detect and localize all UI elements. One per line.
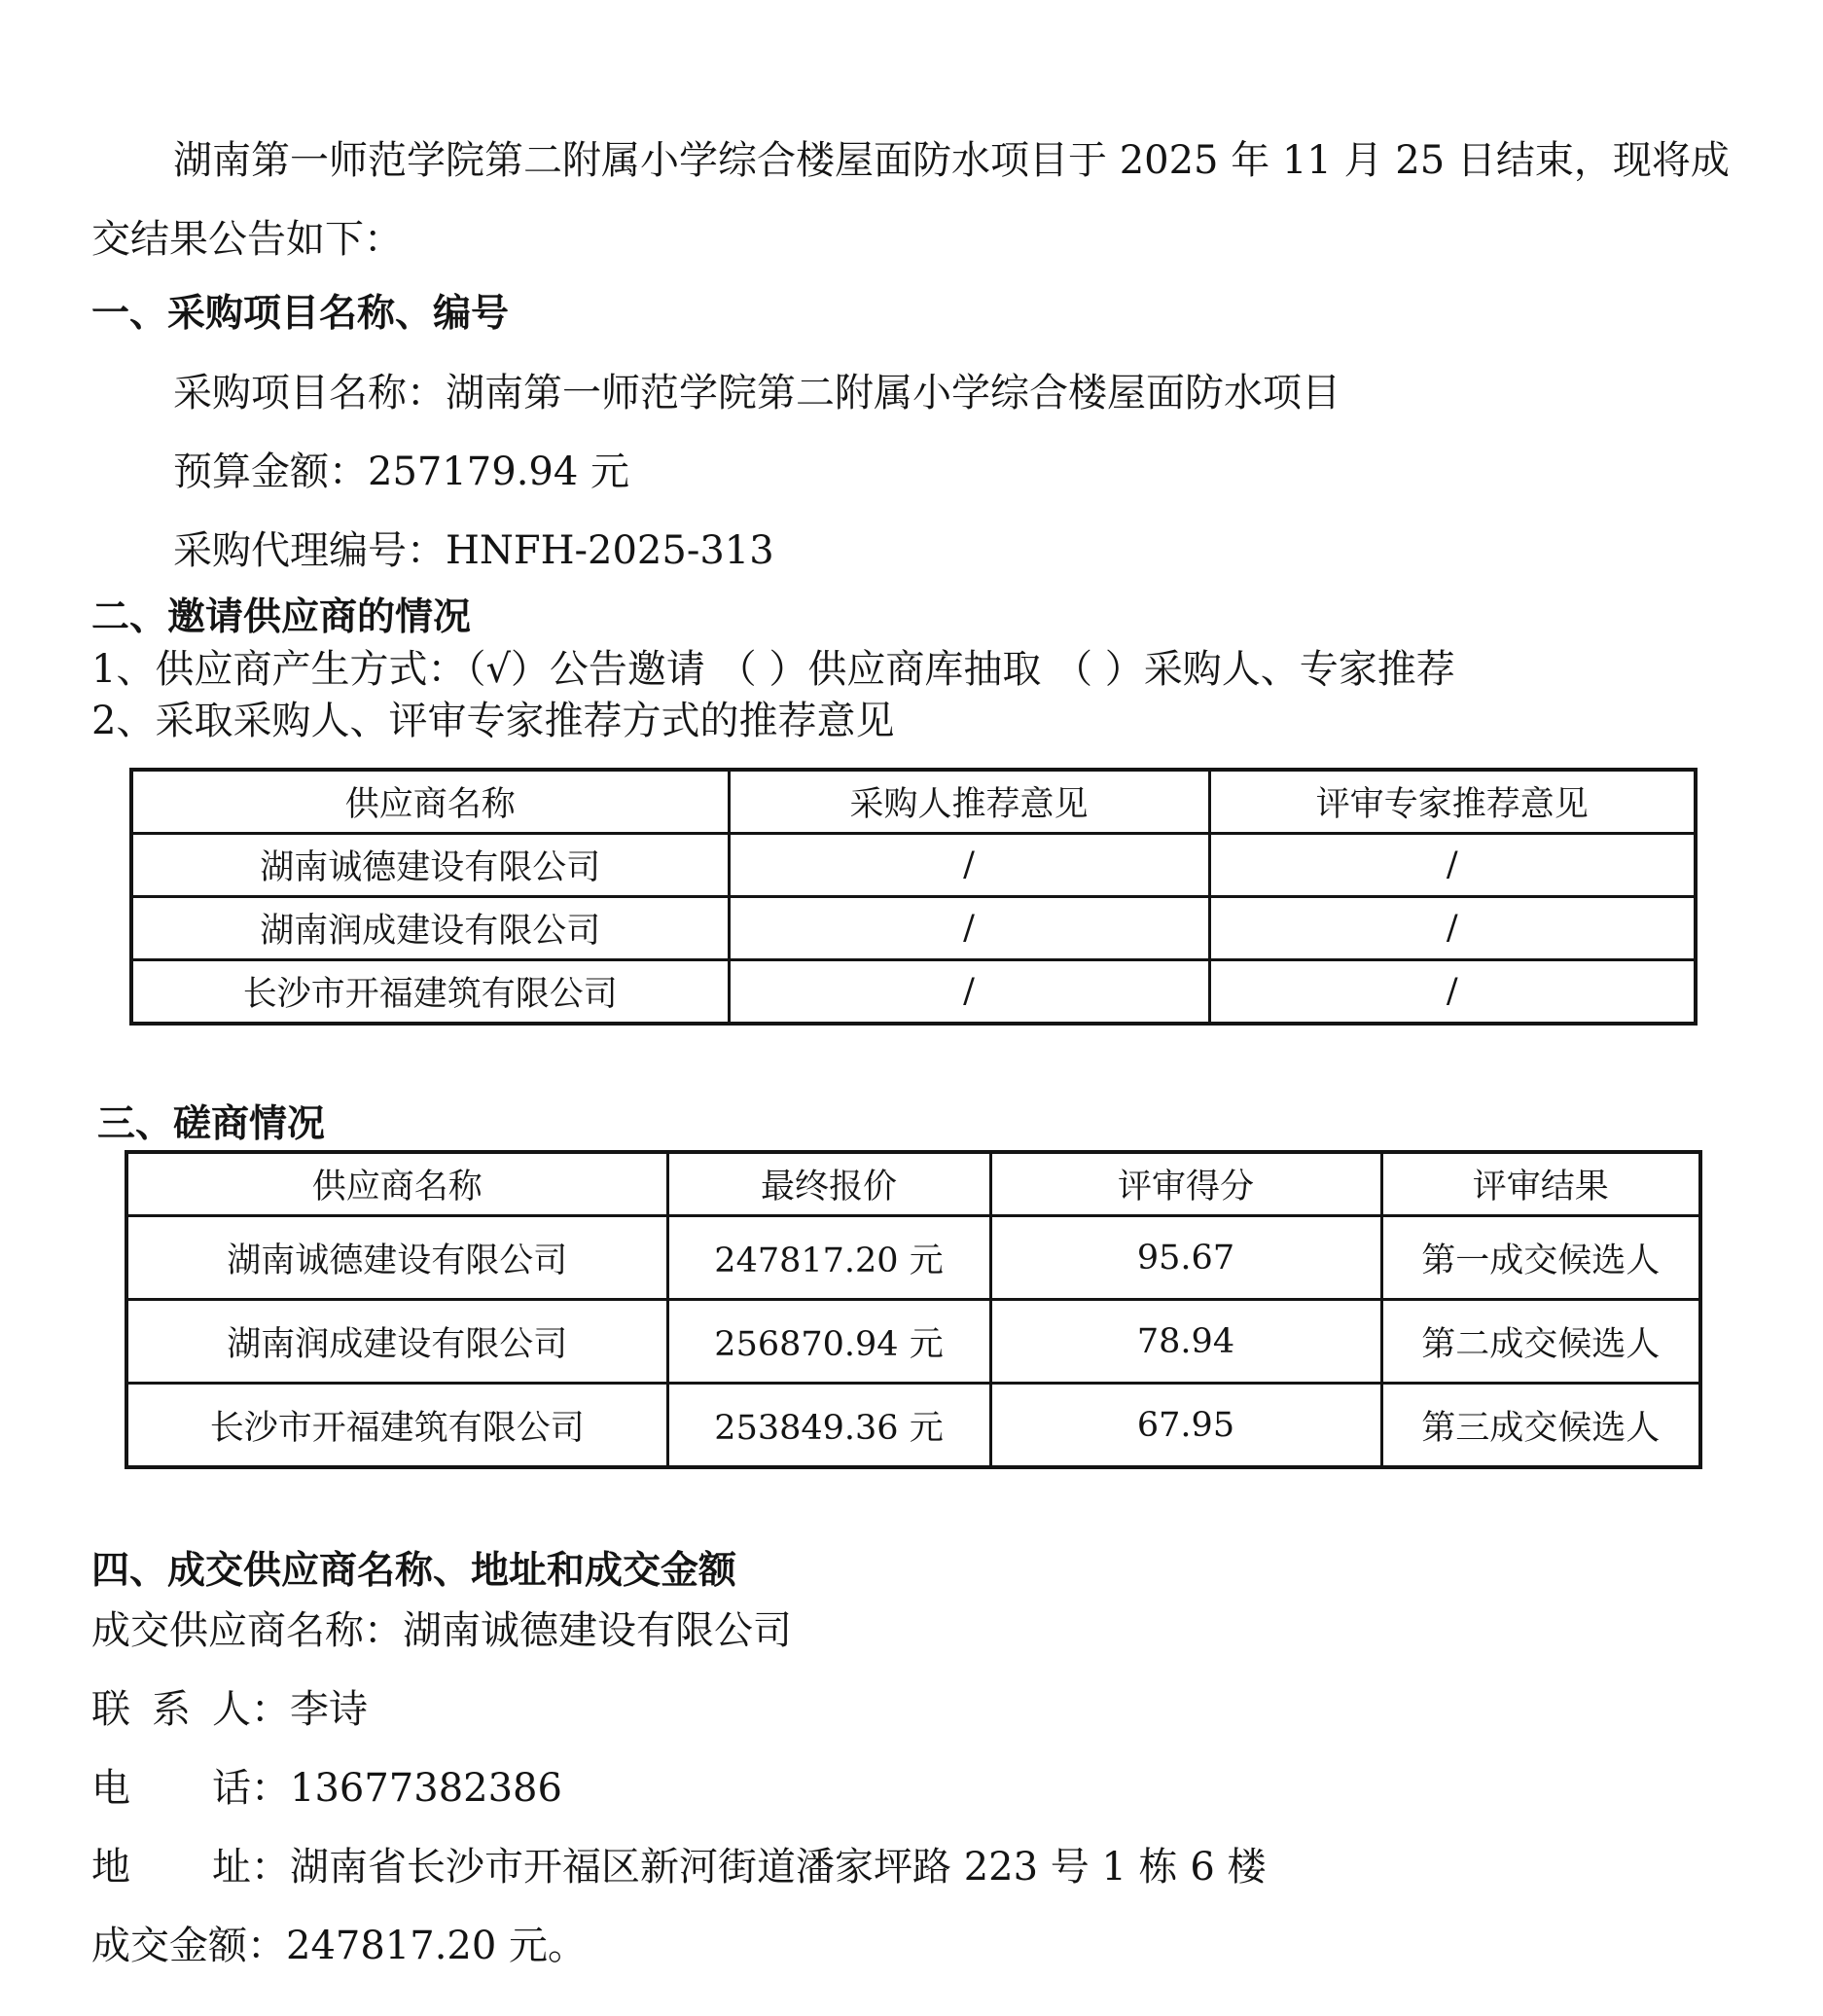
table-row (131, 960, 1696, 1025)
header-result: 评审结果 (1381, 1152, 1700, 1216)
phone-label-char: 电 (91, 1766, 130, 1811)
cell-expert-opinion: / (1209, 960, 1696, 1025)
deal-amount: 成交金额：247817.20 元。 (91, 1924, 588, 1968)
contact-label-char: 系 (152, 1687, 191, 1732)
address (91, 1842, 1267, 1892)
negotiation-table (125, 1150, 1702, 1469)
cell-score: 67.95 (990, 1384, 1381, 1468)
address-label-char: 地 (91, 1845, 130, 1890)
address-label-char: 址 (212, 1845, 251, 1890)
phone-value: ：13677382386 (251, 1766, 562, 1811)
cell-quote: 253849.36 元 (667, 1384, 990, 1468)
cell-score: 78.94 (990, 1300, 1381, 1384)
header-supplier-name: 供应商名称 (126, 1152, 667, 1216)
table-header-row (126, 1152, 1700, 1216)
header-expert-opinion: 评审专家推荐意见 (1209, 770, 1696, 834)
table-row (126, 1300, 1700, 1384)
contact-label-char: 联 (91, 1687, 130, 1732)
supplier-method: 1、供应商产生方式：（√）公告邀请 （ ）供应商库抽取 （ ）采购人、专家推荐 (91, 647, 1455, 692)
cell-supplier: 湖南诚德建设有限公司 (126, 1216, 667, 1300)
header-score: 评审得分 (990, 1152, 1381, 1216)
section-3-heading: 三、磋商情况 (97, 1102, 326, 1146)
header-final-quote: 最终报价 (667, 1152, 990, 1216)
cell-purchaser-opinion: / (729, 960, 1209, 1025)
cell-supplier: 长沙市开福建筑有限公司 (126, 1384, 667, 1468)
table-header-row (131, 770, 1696, 834)
cell-supplier: 长沙市开福建筑有限公司 (131, 960, 729, 1025)
cell-quote: 256870.94 元 (667, 1300, 990, 1384)
table-row (126, 1384, 1700, 1468)
phone-label-char: 话 (212, 1766, 251, 1811)
project-name: 采购项目名称：湖南第一师范学院第二附属小学综合楼屋面防水项目 (173, 371, 1340, 415)
intro-line-1: 湖南第一师范学院第二附属小学综合楼屋面防水项目于 2025 年 11 月 25 日结束，现将成 (173, 138, 1730, 183)
cell-supplier: 湖南诚德建设有限公司 (131, 834, 729, 897)
cell-result: 第二成交候选人 (1381, 1300, 1700, 1384)
winning-supplier: 成交供应商名称：湖南诚德建设有限公司 (91, 1608, 792, 1653)
header-purchaser-opinion: 采购人推荐意见 (729, 770, 1209, 834)
cell-purchaser-opinion: / (729, 897, 1209, 960)
cell-quote: 247817.20 元 (667, 1216, 990, 1300)
table-row (131, 897, 1696, 960)
contact-person (91, 1684, 368, 1735)
cell-purchaser-opinion: / (729, 834, 1209, 897)
table-row (131, 834, 1696, 897)
address-value: ：湖南省长沙市开福区新河街道潘家坪路 223 号 1 栋 6 楼 (251, 1845, 1267, 1890)
cell-expert-opinion: / (1209, 834, 1696, 897)
intro-line-2: 交结果公告如下： (91, 217, 403, 262)
cell-score: 95.67 (990, 1216, 1381, 1300)
header-supplier-name: 供应商名称 (131, 770, 729, 834)
section-4-heading: 四、成交供应商名称、地址和成交金额 (91, 1549, 737, 1593)
table-row (126, 1216, 1700, 1300)
recommendation-table (129, 768, 1698, 1026)
section-1-heading: 一、采购项目名称、编号 (91, 292, 510, 336)
budget-amount: 预算金额：257179.94 元 (173, 450, 630, 494)
contact-label-char: 人 (212, 1687, 251, 1732)
phone (91, 1763, 562, 1814)
cell-supplier: 湖南润成建设有限公司 (126, 1300, 667, 1384)
cell-expert-opinion: / (1209, 897, 1696, 960)
contact-value: ：李诗 (251, 1687, 368, 1732)
recommendation-title: 2、采取采购人、评审专家推荐方式的推荐意见 (91, 699, 895, 743)
cell-result: 第一成交候选人 (1381, 1216, 1700, 1300)
agency-number: 采购代理编号：HNFH-2025-313 (173, 528, 774, 573)
cell-supplier: 湖南润成建设有限公司 (131, 897, 729, 960)
cell-result: 第三成交候选人 (1381, 1384, 1700, 1468)
section-2-heading: 二、邀请供应商的情况 (91, 595, 472, 639)
